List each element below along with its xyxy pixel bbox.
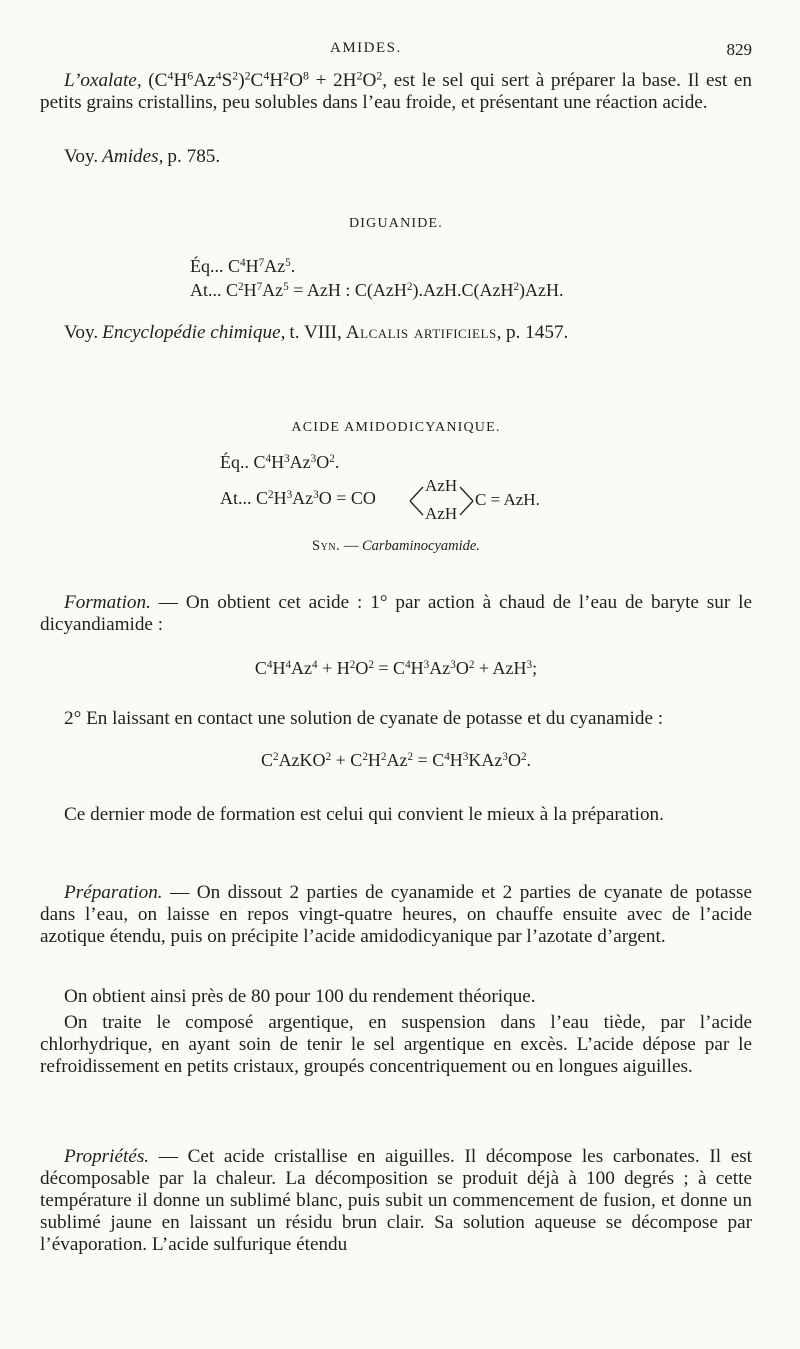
structure-right: C = AzH. [475,490,540,509]
oxalate-formula: $(C^4H^6Az^4S^2)^2C^4H^2O^8 + 2H^2O^2$, [148,68,388,91]
diguanide-at-formula: At... $C^2H^7Az^5$ = AzH : C(AzH$^2$).AzH.C(AzH$^2$)AzH. [190,280,564,300]
structure-lower: AzH [425,504,458,523]
synonym: Carbaminocyamide. [361,538,480,554]
page-header [40,40,752,62]
formation-equation-2: $C^2AzKO^2 + C^2H^2Az^2 = C^4H^3KAz^3O^2$. [260,750,532,770]
oxalate-paragraph [40,70,752,114]
proprietes-heading: Propriétés. [64,1146,150,1167]
oxalate-label: L’oxalate, [64,70,142,91]
voy-reference: Amides, [102,146,164,167]
formation-item-2: 2° En laissant en contact une solution de cyanate de potasse et du cyanamide : [64,708,664,729]
diguanide-eq-formula: Éq... $C^4H^7Az^5$. [190,256,296,276]
eq-label: Éq.. [220,452,249,472]
voy-page: p. 785. [167,146,221,167]
preparation-yield: On obtient ainsi près de 80 pour 100 du rendement théorique. [64,986,536,1007]
structural-formula [263,476,623,526]
voy-section: Alcalis artificiels, [345,322,502,343]
diguanide-voy [64,322,776,344]
acide-eq-formula: Éq.. $C^4H^3Az^3O^2$. [220,452,340,472]
syn-label: Syn. [312,538,341,554]
preparation-paragraph [40,882,752,948]
preparation-text: — On dissout 2 parties de cyanamide et 2 parties de cyanate de potasse dans l’eau, on laisse en repos vingt-quatre heures, on chauffe ensuite avec de l’acide azotique étendu, puis on précipite l’acide amidodicyanique par l’azotate d’argent. [40,882,752,947]
at-label: At... [190,280,222,300]
oxalate-text: Il est en petits grains cristallins, peu solubles dans l’eau froide, et présentant une réaction acide. [40,70,753,113]
formation-equation-1: $C^4H^4Az^4 + H^2O^2 = C^4H^3Az^3O^2 + AzH^3$; [254,658,538,678]
acide-at-formula: At... $C^2H^3Az^3O$ = CO [220,488,376,508]
voy-prefix: Voy. [64,322,99,343]
proprietes-paragraph [40,1146,752,1256]
oxalate-voy [64,146,776,168]
diguanide-title: DIGUANIDE. [348,216,444,231]
acide-title: ACIDE AMIDODICYANIQUE. [291,420,501,435]
eq-label: Éq... [190,256,224,276]
at-label: At... [220,488,252,508]
page-number: 829 [726,40,752,59]
formation-paragraph [40,592,752,636]
formation-intro: — On obtient cet acide : 1° par action à chaud de l’eau de baryte sur le dicyandiamide : [40,592,753,635]
voy-volume: t. VIII, [289,322,342,343]
structure-upper: AzH [425,476,458,495]
voy-prefix: Voy. [64,146,99,167]
synonym-line [40,538,752,555]
formation-heading: Formation. [64,592,151,613]
running-head: AMIDES. [330,40,402,56]
formation-conclusion: Ce dernier mode de formation est celui qui convient le mieux à la préparation. [64,804,664,825]
page [40,0,752,1349]
syn-dash: — [343,538,359,554]
preparation-heading: Préparation. [64,882,163,903]
proprietes-text: — Cet acide cristallise en aiguilles. Il décompose les carbonates. Il est décomposable par la chaleur. La décomposition se produit déjà à 100 degrés ; à cette température il donne un sublimé blanc, puis subit un commencement de fusion, et donne un sublimé jaune en laissant un résidu brun clair. Sa solution aqueuse se décompose par l’évaporation. L’acide sulfurique étendu [40,1146,753,1255]
voy-reference: Encyclopédie chimique, [102,322,286,343]
preparation-purification: On traite le composé argentique, en suspension dans l’eau tiède, par l’acide chlorhydrique, en ayant soin de tenir le sel argentique en excès. L’acide dépose par le refroidissement en petits cristaux, groupés concentriquement ou en longues aiguilles. [40,1012,752,1077]
voy-page: p. 1457. [505,322,569,343]
oxalate-rest: est le sel qui sert à préparer la base. [393,70,681,91]
